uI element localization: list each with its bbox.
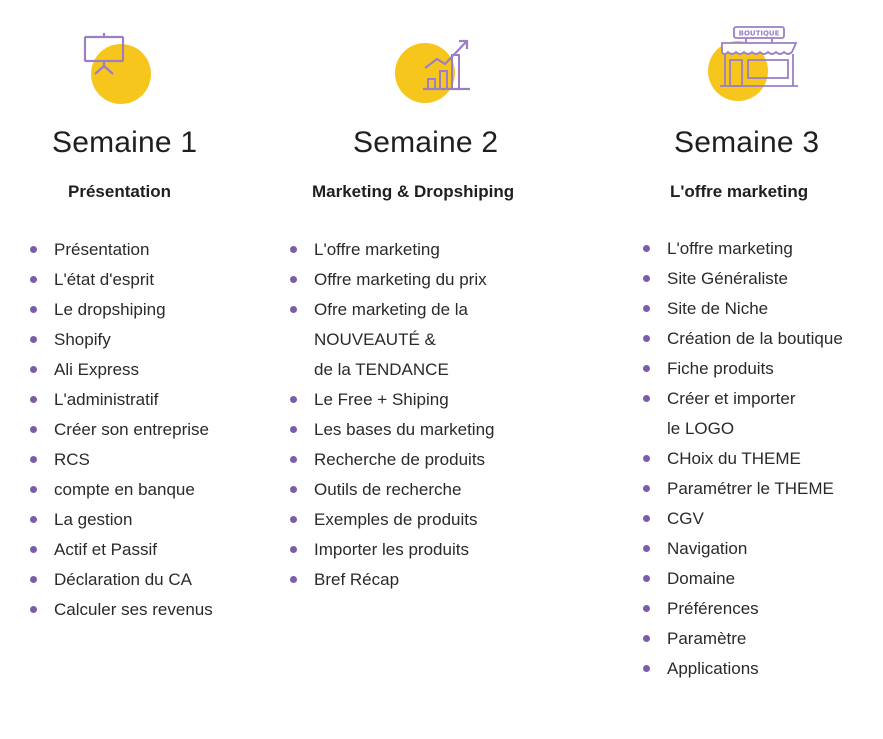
list-item: Site Généraliste bbox=[643, 264, 843, 294]
presentation-board-graphic bbox=[84, 32, 164, 112]
week-2-column bbox=[290, 0, 590, 739]
week-1-title: Semaine 1 bbox=[52, 126, 198, 159]
list-item: Ofre marketing de la bbox=[290, 295, 495, 325]
week-2-title: Semaine 2 bbox=[353, 126, 499, 159]
week-3-column bbox=[620, 0, 883, 739]
list-item-continuation: le LOGO bbox=[667, 419, 735, 438]
list-item: Déclaration du CA bbox=[30, 565, 213, 595]
list-item: Les bases du marketing bbox=[290, 415, 495, 445]
list-item: L'offre marketing bbox=[643, 234, 843, 264]
week-1-column bbox=[0, 0, 290, 739]
list-item: Préférences bbox=[643, 594, 843, 624]
boutique-shop-icon bbox=[708, 26, 788, 106]
list-item: Création de la boutique bbox=[643, 324, 843, 354]
week-3-subtitle: L'offre marketing bbox=[670, 182, 809, 201]
boutique-shop-graphic bbox=[708, 26, 788, 106]
list-item: L'administratif bbox=[30, 385, 213, 415]
list-item-continuation: NOUVEAUTÉ & bbox=[314, 330, 436, 349]
boutique-sign-label: BOUTIQUE bbox=[738, 29, 780, 38]
list-item: Créer son entreprise bbox=[30, 415, 213, 445]
list-item: Shopify bbox=[30, 325, 213, 355]
week-2-topic-list bbox=[290, 235, 495, 595]
list-item: Créer et importer bbox=[643, 384, 843, 414]
list-item: La gestion bbox=[30, 505, 213, 535]
list-item: Calculer ses revenus bbox=[30, 595, 213, 625]
list-item: Actif et Passif bbox=[30, 535, 213, 565]
list-item: Site de Niche bbox=[643, 294, 843, 324]
list-item: CHoix du THEME bbox=[643, 444, 843, 474]
list-item: compte en banque bbox=[30, 475, 213, 505]
list-item: Le Free + Shiping bbox=[290, 385, 495, 415]
list-item: Navigation bbox=[643, 534, 843, 564]
presentation-board-icon bbox=[84, 32, 164, 112]
list-item: Recherche de produits bbox=[290, 445, 495, 475]
growth-chart-icon bbox=[395, 38, 475, 118]
list-item: Paramétrer le THEME bbox=[643, 474, 843, 504]
list-item: Paramètre bbox=[643, 624, 843, 654]
list-item: Importer les produits bbox=[290, 535, 495, 565]
list-item: Applications bbox=[643, 654, 843, 684]
list-item: Domaine bbox=[643, 564, 843, 594]
list-item: Le dropshiping bbox=[30, 295, 213, 325]
list-item: CGV bbox=[643, 504, 843, 534]
list-item: L'offre marketing bbox=[290, 235, 495, 265]
week-3-topic-list bbox=[643, 234, 843, 684]
week-1-subtitle: Présentation bbox=[68, 182, 171, 201]
list-item: Bref Récap bbox=[290, 565, 495, 595]
list-item: RCS bbox=[30, 445, 213, 475]
list-item: Ali Express bbox=[30, 355, 213, 385]
list-item-continuation: de la TENDANCE bbox=[314, 360, 449, 379]
list-item: Outils de recherche bbox=[290, 475, 495, 505]
list-item: L'état d'esprit bbox=[30, 265, 213, 295]
list-item: Exemples de produits bbox=[290, 505, 495, 535]
list-item: Présentation bbox=[30, 235, 213, 265]
week-1-topic-list bbox=[30, 235, 213, 625]
growth-chart-graphic bbox=[395, 38, 475, 118]
list-item: Fiche produits bbox=[643, 354, 843, 384]
week-3-title: Semaine 3 bbox=[674, 126, 820, 159]
list-item: Offre marketing du prix bbox=[290, 265, 495, 295]
week-2-subtitle: Marketing & Dropshiping bbox=[312, 182, 515, 201]
